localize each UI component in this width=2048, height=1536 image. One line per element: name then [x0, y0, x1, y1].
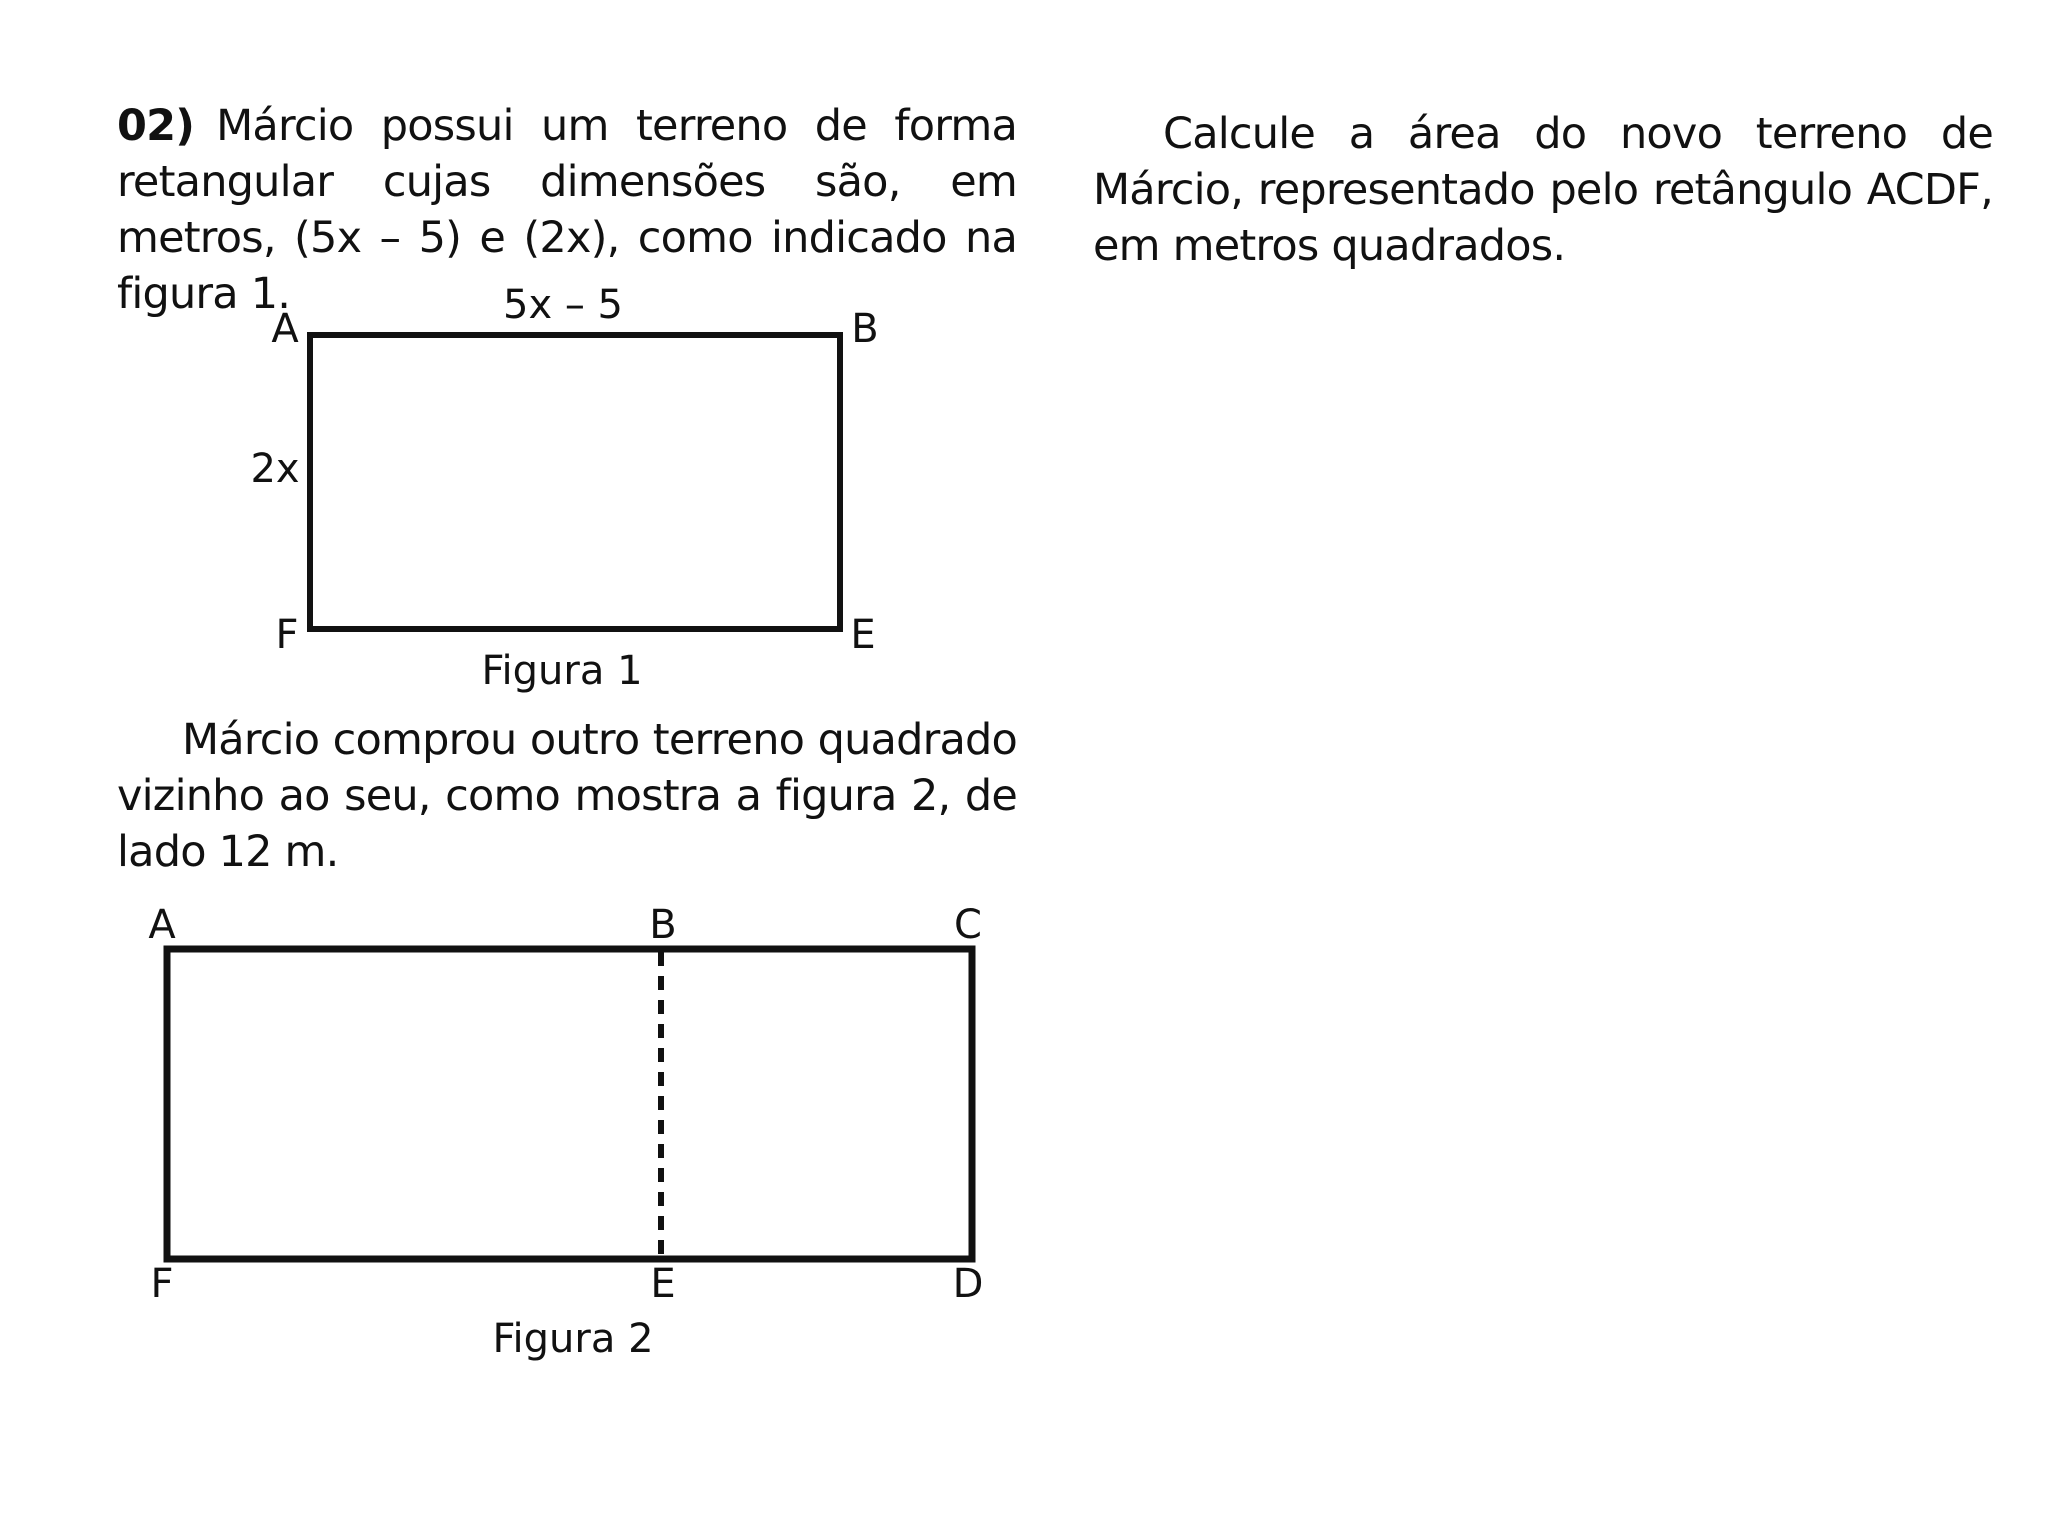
figure2-vertex-f: F	[150, 1261, 174, 1307]
figure2-vertex-a: A	[148, 902, 176, 948]
question-number: 02)	[117, 101, 195, 151]
figure2-vertex-d: D	[952, 1261, 984, 1307]
figure2-caption: Figura 2	[492, 1316, 654, 1362]
question-intro-text: Márcio possui um terreno de forma retangular cujas dimensões são, em metros, (5x – 5) e (2x), como indicado na figura 1.	[117, 101, 1017, 319]
question-prompt-text: Calcule a área do novo terreno de Márcio, representado pelo retângulo ACDF, em metros quadrados.	[1093, 109, 1993, 271]
question-middle-text: Márcio comprou outro terreno quadrado vizinho ao seu, como mostra a figura 2, de lado 12 m.	[117, 715, 1017, 877]
figure1-left-side-label: 2x	[250, 446, 300, 492]
figure2-rectangle	[167, 949, 972, 1259]
figure2-vertex-e: E	[650, 1261, 676, 1307]
figure1-top-side-label: 5x – 5	[503, 282, 623, 328]
figure1-vertex-b: B	[851, 306, 879, 352]
figure2-vertex-b: B	[649, 902, 677, 948]
figure2-vertex-c: C	[954, 902, 982, 948]
figure1-vertex-f: F	[275, 612, 299, 658]
figure1-caption: Figura 1	[481, 648, 643, 694]
figure1-vertex-a: A	[271, 306, 299, 352]
figure1-vertex-e: E	[850, 612, 876, 658]
